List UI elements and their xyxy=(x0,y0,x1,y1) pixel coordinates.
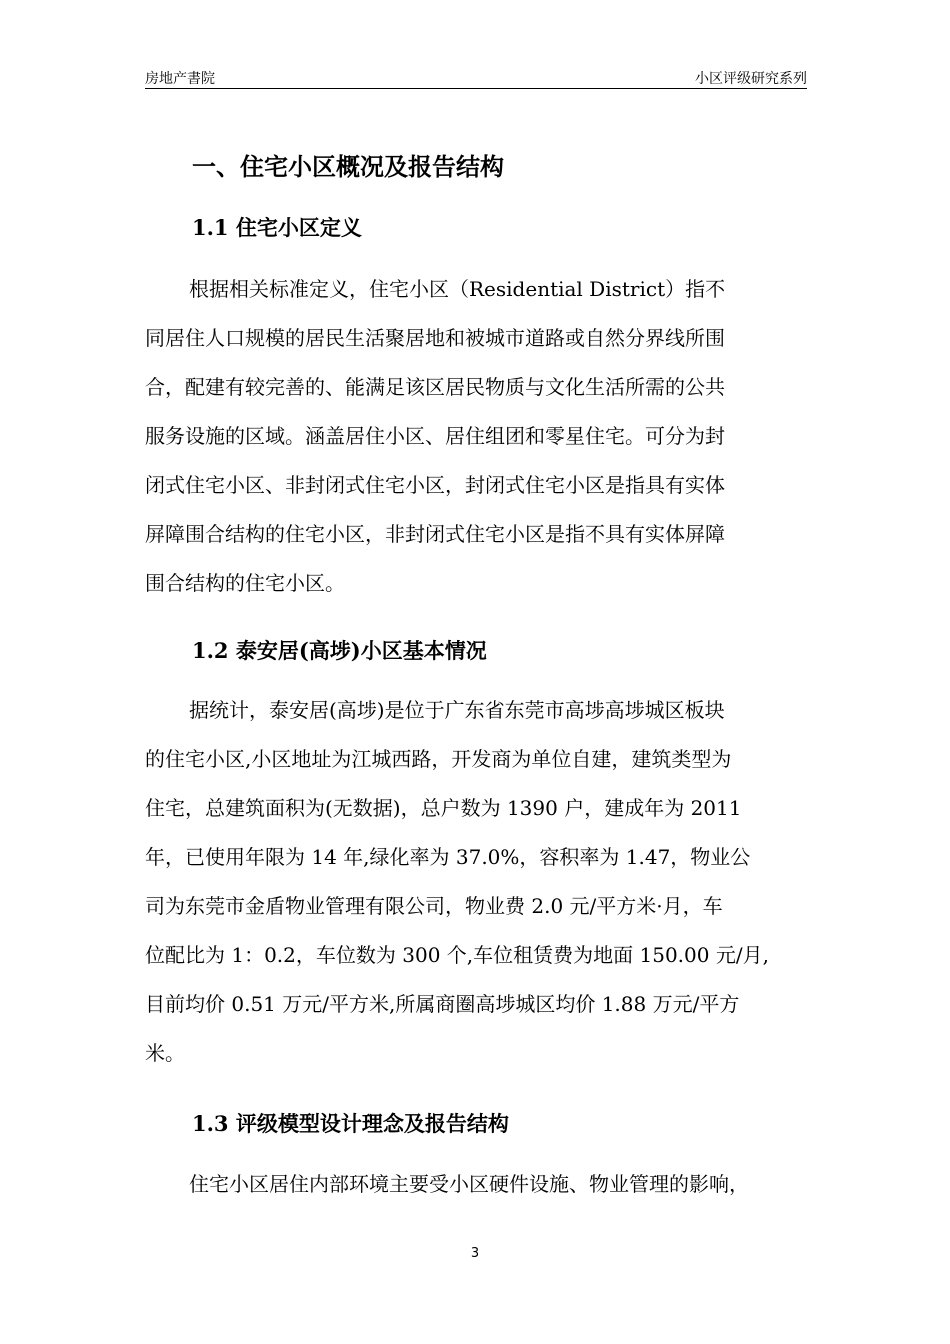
section-heading-1-2: 1.2 泰安居(高埗)小区基本情况 xyxy=(192,638,487,663)
paragraph-line: 年，已使用年限为 14 年,绿化率为 37.0%，容积率为 1.47，物业公 xyxy=(145,845,751,869)
paragraph-line: 闭式住宅小区、非封闭式住宅小区，封闭式住宅小区是指具有实体 xyxy=(145,473,725,497)
paragraph-line: 司为东莞市金盾物业管理有限公司，物业费 2.0 元/平方米·月，车 xyxy=(145,894,723,918)
paragraph-line: 服务设施的区域。涵盖居住小区、居住组团和零星住宅。可分为封 xyxy=(145,424,725,448)
chapter-title: 一、住宅小区概况及报告结构 xyxy=(192,152,504,181)
paragraph-line: 的住宅小区,小区地址为江城西路，开发商为单位自建，建筑类型为 xyxy=(145,747,732,771)
page-header xyxy=(145,66,807,89)
page-number: 3 xyxy=(470,1246,480,1261)
section-paragraph-1-2 xyxy=(145,686,807,1078)
paragraph-line: 住宅小区居住内部环境主要受小区硬件设施、物业管理的影响， xyxy=(189,1172,749,1196)
section-paragraph-1-1 xyxy=(145,265,807,608)
paragraph-line: 据统计，泰安居(高埗)是位于广东省东莞市高埗高埗城区板块 xyxy=(189,698,725,722)
paragraph-line: 目前均价 0.51 万元/平方米,所属商圈高埗城区均价 1.88 万元/平方 xyxy=(145,992,740,1016)
paragraph-line: 同居住人口规模的居民生活聚居地和被城市道路或自然分界线所围 xyxy=(145,326,725,350)
section-paragraph-1-3 xyxy=(145,1160,807,1209)
paragraph-line: 米。 xyxy=(145,1041,185,1065)
paragraph-line: 合，配建有较完善的、能满足该区居民物质与文化生活所需的公共 xyxy=(145,375,725,399)
section-heading-1-1: 1.1 住宅小区定义 xyxy=(192,215,362,240)
header-series-title: 小区评级研究系列 xyxy=(695,71,807,87)
paragraph-line: 围合结构的住宅小区。 xyxy=(145,571,345,595)
header-publisher: 房地产書院 xyxy=(145,71,215,87)
paragraph-line: 位配比为 1：0.2，车位数为 300 个,车位租赁费为地面 150.00 元/月, xyxy=(145,943,769,967)
paragraph-line: 屏障围合结构的住宅小区，非封闭式住宅小区是指不具有实体屏障 xyxy=(145,522,725,546)
section-heading-1-3: 1.3 评级模型设计理念及报告结构 xyxy=(192,1111,509,1136)
paragraph-line: 住宅，总建筑面积为(无数据)，总户数为 1390 户，建成年为 2011 xyxy=(145,796,742,820)
paragraph-line: 根据相关标准定义，住宅小区（Residential District）指不 xyxy=(189,277,726,301)
